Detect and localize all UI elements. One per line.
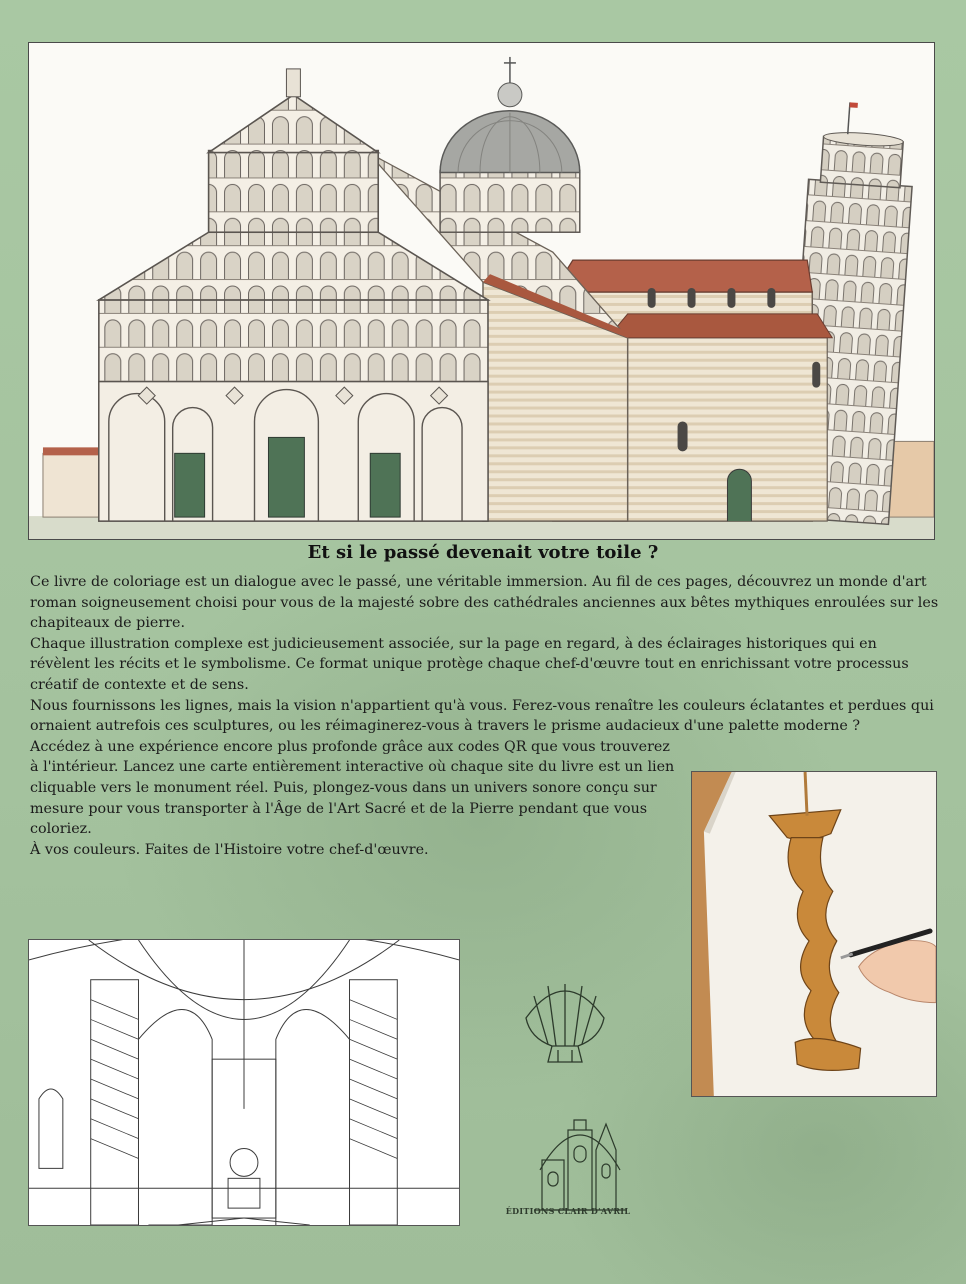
publisher-name: ÉDITIONS CLAIR D'AVRIL	[505, 1206, 631, 1216]
nave-drawing	[29, 940, 459, 1225]
paragraph-closing: À vos couleurs. Faites de l'Histoire votre chef-d'œuvre.	[30, 841, 429, 858]
paragraph-qr-codes: Accédez à une expérience encore plus profonde grâce aux codes QR que vous trouverez à l'intérieur. Lancez une carte entièrement interactive où chaque site du livre est un lien cliquable vers le monument réel. Puis, plongez-vous dans un univers sonore conçu sur mesure pour vous transporter à l'Âge de l'Art Sacré et de la Pierre pendant que vous coloriez.	[30, 738, 675, 838]
hero-cathedral-image	[28, 42, 935, 540]
paragraph-illustrations: Chaque illustration complexe est judicieusement associée, sur la page en regard, à des éclairages historiques qui en révèlent les récits et le symbolisme. Ce format unique protège chaque chef-d'œuvre tout en enrichissant votre processus créatif de contexte et de sens.	[30, 635, 909, 693]
nave-line-art-image	[28, 939, 460, 1226]
scallop-shell-icon	[518, 970, 612, 1070]
page-headline: Et si le passé devenait votre toile ?	[307, 542, 659, 563]
coloring-photo	[691, 771, 937, 1097]
cathedral-drawing	[29, 43, 934, 539]
paragraph-intro: Ce livre de coloriage est un dialogue avec le passé, une véritable immersion. Au fil de ces pages, découvrez un monde d'art roman soigneusement choisi pour vous de la majesté sobre des cathédrales anciennes aux bêtes mythiques enroulées sur les chapiteaux de pierre.	[30, 574, 939, 632]
hand-coloring-drawing	[692, 772, 936, 1096]
paragraph-vision: Nous fournissons les lignes, mais la vision n'appartient qu'à vous. Ferez-vous renaître les couleurs éclatantes et perdues qui ornaient autrefois ces sculptures, ou les réimaginerez-vous à travers le prisme audacieux d'une palette moderne ?	[30, 697, 934, 735]
